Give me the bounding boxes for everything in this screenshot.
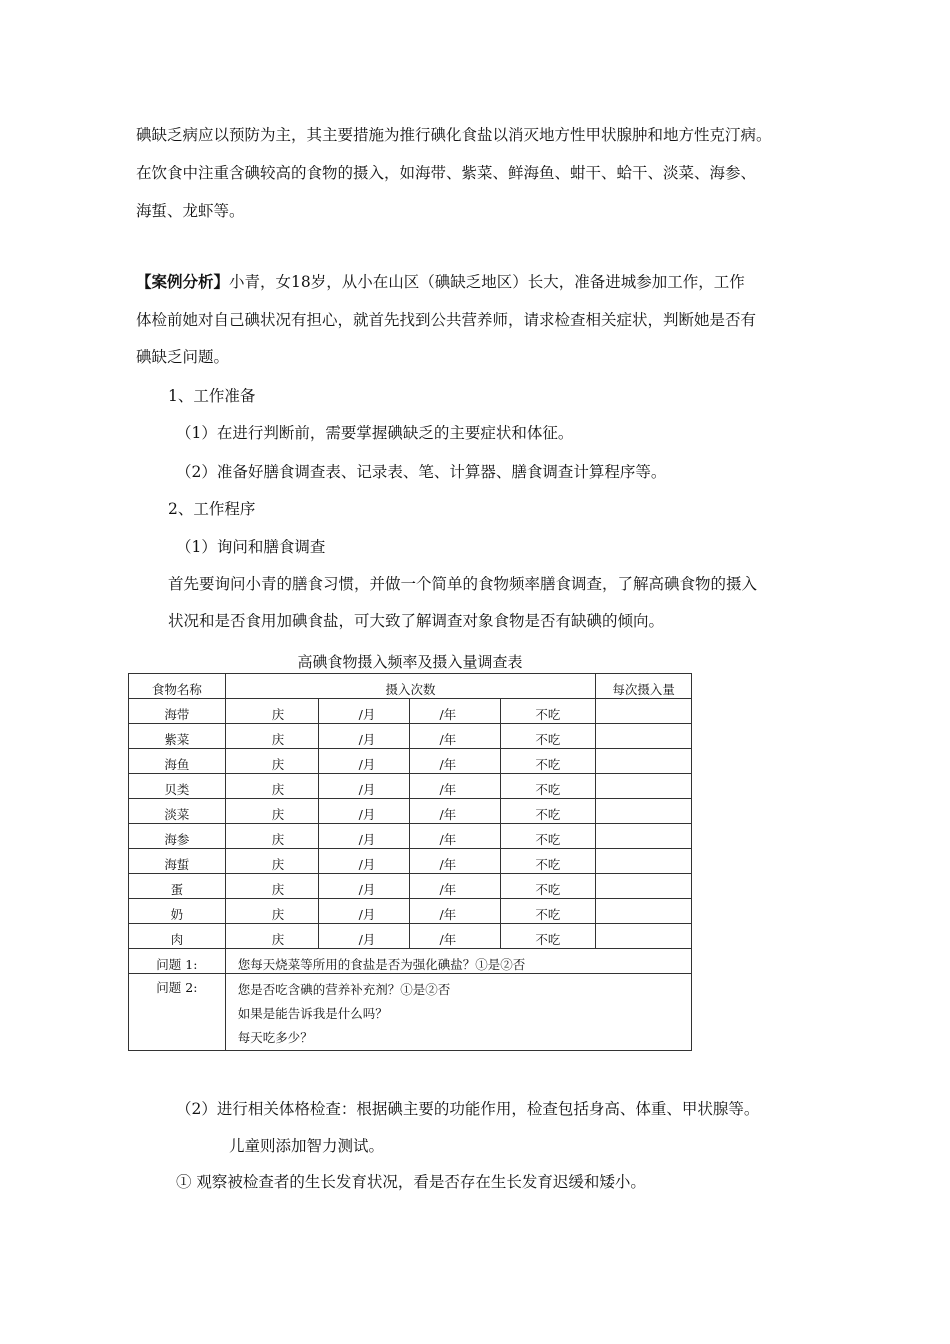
per-day-cell: 庆 — [225, 724, 318, 749]
amount-cell — [596, 774, 692, 799]
never-cell: 不吃 — [501, 749, 596, 774]
food-name-cell: 紫菜 — [129, 724, 226, 749]
amount-cell — [596, 899, 692, 924]
per-month-cell: /月 — [318, 874, 409, 899]
step-2-1-text-1: 首先要询问小青的膳食习惯，并做一个简单的食物频率膳食调查，了解高碘食物的摄入 — [168, 575, 758, 593]
table-title: 高碘食物摄入频率及摄入量调查表 — [297, 653, 523, 671]
step-2-1: （1）询问和膳食调查 — [176, 538, 326, 556]
food-name-cell: 奶 — [129, 899, 226, 924]
per-day-cell: 庆 — [225, 699, 318, 724]
question-1-text: 您每天烧菜等所用的食盐是否为强化碘盐？①是②否 — [225, 949, 691, 974]
food-name-cell: 海鱼 — [129, 749, 226, 774]
food-name-cell: 海蜇 — [129, 849, 226, 874]
intro-line-3: 海蜇、龙虾等。 — [136, 202, 245, 220]
step-2-2-line-2: 儿童则添加智力测试。 — [229, 1137, 385, 1155]
per-day-cell: 庆 — [225, 799, 318, 824]
per-month-cell: /月 — [318, 699, 409, 724]
per-month-cell: /月 — [318, 799, 409, 824]
per-month-cell: /月 — [318, 774, 409, 799]
never-cell: 不吃 — [501, 924, 596, 949]
per-day-cell: 庆 — [225, 824, 318, 849]
never-cell: 不吃 — [501, 874, 596, 899]
per-day-cell: 庆 — [225, 899, 318, 924]
food-name-cell: 贝类 — [129, 774, 226, 799]
question-2-line: 您是否吃含碘的营养补充剂？①是②否 — [237, 982, 451, 997]
never-cell: 不吃 — [501, 724, 596, 749]
intro-line-1: 碘缺乏病应以预防为主，其主要措施为推行碘化食盐以消灭地方性甲状腺肿和地方性克汀病。 — [136, 126, 772, 144]
per-year-cell: /年 — [409, 774, 501, 799]
per-month-cell: /月 — [318, 849, 409, 874]
case-line-2: 体检前她对自己碘状况有担心，就首先找到公共营养师，请求检查相关症状，判断她是否有 — [136, 311, 757, 329]
amount-cell — [596, 724, 692, 749]
table-row — [129, 799, 692, 824]
food-name-cell: 肉 — [129, 924, 226, 949]
per-month-cell: /月 — [318, 824, 409, 849]
table-row — [129, 774, 692, 799]
observation-1: ① 观察被检查者的生长发育状况，看是否存在生长发育迟缓和矮小。 — [176, 1173, 646, 1191]
table-row — [129, 849, 692, 874]
per-day-cell: 庆 — [225, 749, 318, 774]
per-month-cell: /月 — [318, 899, 409, 924]
never-cell: 不吃 — [501, 774, 596, 799]
food-name-cell: 蛋 — [129, 874, 226, 899]
question-2-line: 每天吃多少？ — [237, 1030, 313, 1045]
amount-cell — [596, 799, 692, 824]
question-1-row — [129, 949, 692, 974]
never-cell: 不吃 — [501, 824, 596, 849]
never-cell: 不吃 — [501, 699, 596, 724]
table-row — [129, 924, 692, 949]
per-month-cell: /月 — [318, 749, 409, 774]
header-frequency: 摄入次数 — [225, 674, 595, 699]
table-row — [129, 724, 692, 749]
per-month-cell: /月 — [318, 724, 409, 749]
step-1-1: （1）在进行判断前，需要掌握碘缺乏的主要症状和体征。 — [176, 424, 574, 442]
header-amount: 每次摄入量 — [596, 674, 692, 699]
amount-cell — [596, 924, 692, 949]
amount-cell — [596, 699, 692, 724]
case-label: 【案例分析】 — [136, 272, 230, 291]
case-text-1: 小青，女18岁，从小在山区（碘缺乏地区）长大，准备进城参加工作，工作 — [229, 273, 745, 291]
per-year-cell: /年 — [409, 724, 501, 749]
step-2-1-text-2: 状况和是否食用加碘食盐，可大致了解调查对象食物是否有缺碘的倾向。 — [168, 612, 665, 630]
table-row — [129, 749, 692, 774]
per-year-cell: /年 — [409, 874, 501, 899]
per-year-cell: /年 — [409, 799, 501, 824]
amount-cell — [596, 849, 692, 874]
step-1-heading: 1、工作准备 — [168, 387, 256, 405]
question-2-label: 问题 2: — [129, 974, 226, 1051]
per-day-cell: 庆 — [225, 874, 318, 899]
food-name-cell: 海带 — [129, 699, 226, 724]
case-line-3: 碘缺乏问题。 — [136, 348, 230, 366]
question-1-label: 问题 1: — [129, 949, 226, 974]
per-month-cell: /月 — [318, 924, 409, 949]
never-cell: 不吃 — [501, 849, 596, 874]
amount-cell — [596, 824, 692, 849]
per-year-cell: /年 — [409, 749, 501, 774]
intro-line-2: 在饮食中注重含碘较高的食物的摄入，如海带、紫菜、鲜海鱼、蚶干、蛤干、淡菜、海参、 — [136, 164, 757, 182]
per-year-cell: /年 — [409, 824, 501, 849]
step-2-heading: 2、工作程序 — [168, 500, 256, 518]
per-day-cell: 庆 — [225, 774, 318, 799]
per-day-cell: 庆 — [225, 924, 318, 949]
never-cell: 不吃 — [501, 899, 596, 924]
table-header-row — [129, 674, 692, 699]
food-frequency-table — [128, 673, 692, 1051]
step-1-2: （2）准备好膳食调查表、记录表、笔、计算器、膳食调查计算程序等。 — [176, 463, 667, 481]
case-line-1 — [136, 272, 745, 292]
per-year-cell: /年 — [409, 899, 501, 924]
table-row — [129, 824, 692, 849]
step-2-2-line-1: （2）进行相关体格检查：根据碘主要的功能作用，检查包括身高、体重、甲状腺等。 — [176, 1100, 760, 1118]
never-cell: 不吃 — [501, 799, 596, 824]
amount-cell — [596, 874, 692, 899]
question-2-text — [225, 974, 691, 1051]
table-row — [129, 899, 692, 924]
table-row — [129, 874, 692, 899]
food-name-cell: 海参 — [129, 824, 226, 849]
table-row — [129, 699, 692, 724]
per-day-cell: 庆 — [225, 849, 318, 874]
per-year-cell: /年 — [409, 699, 501, 724]
per-year-cell: /年 — [409, 924, 501, 949]
food-name-cell: 淡菜 — [129, 799, 226, 824]
question-2-line: 如果是能告诉我是什么吗？ — [237, 1006, 388, 1021]
amount-cell — [596, 749, 692, 774]
question-2-row — [129, 974, 692, 1051]
header-food-name: 食物名称 — [129, 674, 226, 699]
per-year-cell: /年 — [409, 849, 501, 874]
